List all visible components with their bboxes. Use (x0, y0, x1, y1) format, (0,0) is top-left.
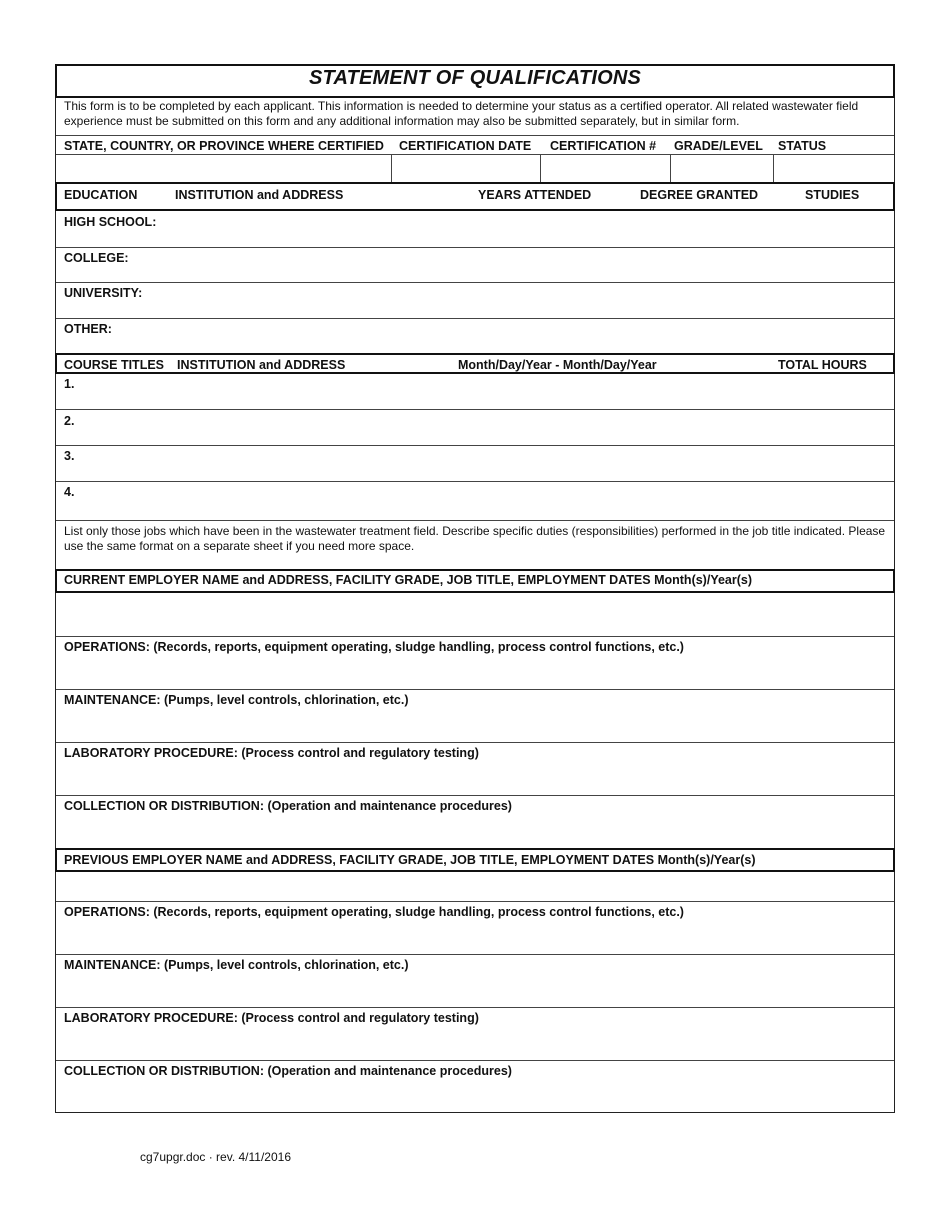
cert-date-field[interactable] (392, 155, 540, 183)
current-maintenance-label: MAINTENANCE: (Pumps, level controls, chlorination, etc.) (64, 693, 409, 707)
cert-grade-field[interactable] (671, 155, 773, 183)
course-header-hours: TOTAL HOURS (778, 358, 867, 372)
qualifications-form (55, 64, 895, 1113)
previous-operations-label: OPERATIONS: (Records, reports, equipment operating, sludge handling, process control functions, etc.) (64, 905, 684, 919)
intro-text: This form is to be completed by each applicant. This information is needed to determine your status as a certified operator. All related wastewater field experience must be submitted on this form and any additional information may also be submitted separately, but in similar form. (64, 99, 859, 128)
course-header-dates: Month/Day/Year - Month/Day/Year (458, 358, 657, 372)
document-footer: cg7upgr.doc · rev. 4/11/2016 (140, 1150, 291, 1164)
cert-state-field[interactable] (56, 155, 391, 183)
course-header-titles: COURSE TITLES (64, 358, 165, 372)
course-header-institution: INSTITUTION and ADDRESS (177, 358, 346, 372)
cert-status-field[interactable] (774, 155, 894, 183)
previous-maintenance-label: MAINTENANCE: (Pumps, level controls, chlorination, etc.) (64, 958, 409, 972)
course-row-3: 3. (64, 449, 75, 463)
education-header-years: YEARS ATTENDED (478, 188, 592, 202)
cert-header-status: STATUS (778, 139, 827, 153)
previous-employer-field[interactable] (56, 872, 894, 901)
current-laboratory-label: LABORATORY PROCEDURE: (Process control and regulatory testing) (64, 746, 479, 760)
education-row-other: OTHER: (64, 322, 112, 336)
previous-laboratory-label: LABORATORY PROCEDURE: (Process control and regulatory testing) (64, 1011, 479, 1025)
cert-number-field[interactable] (541, 155, 670, 183)
form-title: STATEMENT OF QUALIFICATIONS (308, 67, 642, 89)
course-row-1: 1. (64, 377, 75, 391)
education-header-studies: STUDIES (805, 188, 860, 202)
current-employer-field[interactable] (56, 593, 894, 635)
course-row-4: 4. (64, 485, 75, 499)
education-header-education: EDUCATION (64, 188, 138, 202)
current-collection-label: COLLECTION OR DISTRIBUTION: (Operation and maintenance procedures) (64, 799, 512, 813)
current-operations-label: OPERATIONS: (Records, reports, equipment operating, sludge handling, process control functions, etc.) (64, 640, 684, 654)
education-row-university: UNIVERSITY: (64, 286, 143, 300)
education-row-college: COLLEGE: (64, 251, 129, 265)
education-row-high-school: HIGH SCHOOL: (64, 215, 157, 229)
current-employer-header: CURRENT EMPLOYER NAME and ADDRESS, FACILITY GRADE, JOB TITLE, EMPLOYMENT DATES Month(s)/Year(s) (64, 573, 753, 587)
course-row-2: 2. (64, 414, 75, 428)
cert-header-grade: GRADE/LEVEL (674, 139, 763, 153)
education-header-degree: DEGREE GRANTED (640, 188, 759, 202)
cert-header-number: CERTIFICATION # (550, 139, 657, 153)
education-header-institution: INSTITUTION and ADDRESS (175, 188, 344, 202)
previous-employer-header: PREVIOUS EMPLOYER NAME and ADDRESS, FACILITY GRADE, JOB TITLE, EMPLOYMENT DATES Month(s)/Year(s) (64, 853, 756, 867)
cert-header-date: CERTIFICATION DATE (399, 139, 532, 153)
cert-header-state: STATE, COUNTRY, OR PROVINCE WHERE CERTIFIED (64, 139, 384, 153)
previous-collection-label: COLLECTION OR DISTRIBUTION: (Operation and maintenance procedures) (64, 1064, 512, 1078)
jobs-note: List only those jobs which have been in the wastewater treatment field. Describe specific duties (responsibilities) performed in the job title indicated. Please use the same format on a separate sheet if you need more space. (64, 524, 886, 553)
